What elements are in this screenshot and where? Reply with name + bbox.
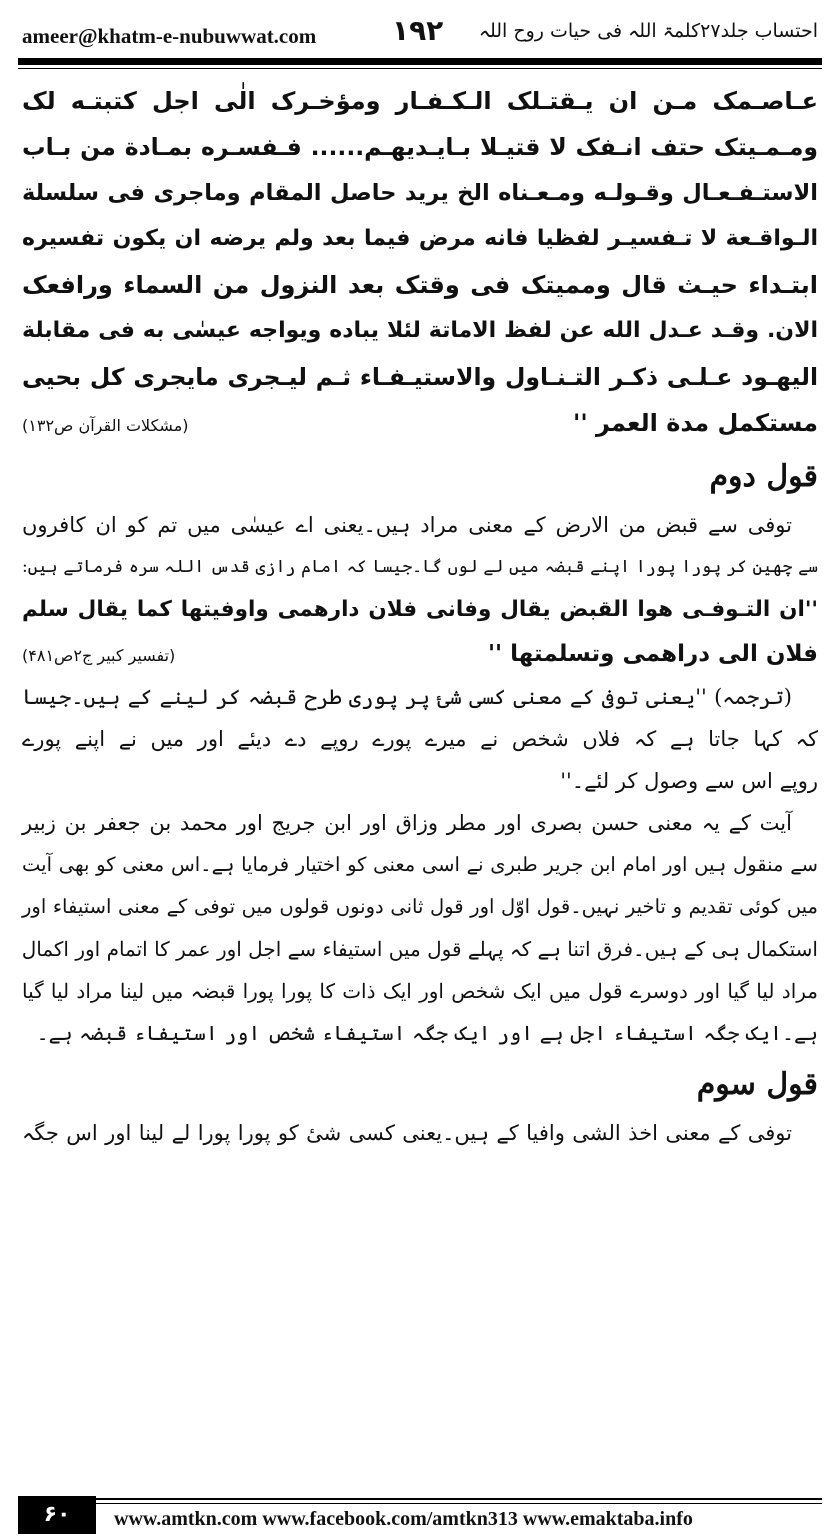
arabic-line: الان. وقـد عـدل الله عن لفظ الاماتة لئلا يباده ويواجه عيسٰى به فى مقابلة	[22, 318, 818, 343]
section2-translation	[22, 676, 818, 802]
arabic-line: الـواقـعة لا تـفسيـر لفظيا فانه مرض فيما بعد ولم يرضه ان يكون تفسيره	[22, 226, 818, 251]
arabic-line: ومـمـيتک حتف انـفک لا قتيـلا بـايـديهـم...... فـفسـره بمـادة من بـاب	[22, 133, 818, 161]
text-line: سے منقول ہیں اور امام ابن جریر طبری نے اسی معنی کو اختیار فرمایا ہے۔اس معنی کو بھی آیت	[22, 853, 818, 876]
text-line: مراد لیا گیا اور دوسرے قول میں ایک شخص اور ایک ذات کا پورا پورا قبضہ میں لینا مراد لیا گیا	[22, 979, 818, 1003]
section2-heading: قول دوم	[709, 459, 818, 494]
arabic-line: اليهـود عـلـى ذكـر التـنـاول والاستيـفـاء ثـم ليـجرى مايجرى كل بحيى	[22, 363, 818, 391]
arabic-reference: (مشکلات القرآن ص۱۳۲)	[22, 416, 189, 435]
quote-reference: (تفسیر کبیر ج۲ص۴۸۱)	[22, 646, 176, 665]
text-line: کہ کہا جاتا ہے کہ فلاں شخص نے میرے پورے روپے دے دیئے اور میں نے اپنے پورے	[22, 727, 818, 751]
text-line: توفی کے معنی اخذ الشی وافیا کے ہیں۔یعنی کسی شیٔ کو پورا پورا لے لینا اور اس جگہ	[22, 1121, 792, 1145]
text-line: ہے۔ایک جگہ استیفاء اجل ہے اور ایک جگہ استیفاء شخص اور استیفاء قبضہ ہے۔	[36, 1021, 818, 1045]
text-line: آیت کے یہ معنی حسن بصری اور مطر وزاق اور ابن جریج اور محمد بن جعفر بن زبیر	[22, 811, 792, 835]
section2-quote	[22, 588, 818, 676]
arabic-line: الاستـفـعـال وقـولـه ومـعـناه الخ يريد حاصل المقام وماجرى فى سلسلة	[22, 180, 818, 206]
footer-rule	[96, 1498, 822, 1500]
quote-line: ''ان التـوفـی هوا القبض يقال وفانی فلان دارهمی واوفيتها كما يقال سلم	[22, 597, 818, 622]
header-book-title: احتساب جلد۲۷کلمۃ اللہ فی حیات روح اللہ	[478, 20, 818, 42]
text-line: میں کوئی تقدیم و تاخیر نہیں۔قول اوّل اور قول ثانی دونوں قولوں میں توفی کے معنی استیفاء اور	[22, 895, 818, 918]
text-line: سے چھین کر پورا پورا اپنے قبضہ میں لے لوں گا۔جیسا کہ امام رازی قدس اللہ سرہ فرماتے ہیں:	[22, 557, 818, 577]
section2-paragraph1	[22, 504, 818, 588]
arabic-last-row	[22, 400, 818, 446]
arabic-line: ابتـداء حيـث قال ومميتک فی وقتک بعد النزول من السماء ورافعک	[22, 271, 818, 299]
header-email: ameer@khatm-e-nubuwwat.com	[22, 24, 317, 48]
footer-page-number: ۶۰	[18, 1496, 96, 1534]
header-page-number: ۱۹۲	[392, 14, 444, 47]
footer-rule	[96, 1503, 822, 1504]
arabic-last-line: مستكمل مدة العمر ''	[572, 409, 818, 437]
text-line: (ترجمہ) ''یعنی توفی کے معنی کسی شیٔ پر پوری طرح قبضہ کر لینے کے ہیں۔جیسا	[22, 685, 792, 709]
header-rule-thick	[18, 58, 822, 65]
text-line: استکمال ہی کے ہیں۔فرق اتنا ہے کہ پہلے قول میں استیفاء سے اجل اور عمر کا اتمام اور اکمال	[21, 937, 818, 961]
arabic-passage	[22, 78, 818, 446]
section3-heading: قول سوم	[696, 1067, 818, 1102]
footer-links: www.amtkn.com www.facebook.com/amtkn313 www.emaktaba.info	[114, 1508, 693, 1530]
text-line: توفی سے قبض من الارض کے معنی مراد ہیں۔یعنی اے عیسٰی میں تم کو ان کافروں	[22, 513, 792, 537]
section2-paragraph2	[22, 802, 818, 1054]
page-content	[22, 78, 818, 1154]
page-footer	[18, 1496, 822, 1534]
arabic-line: عـاصـمک مـن ان یـقتـلک الـکـفـار ومؤخـرک الٰی اجل کتبتـه لک	[22, 87, 818, 115]
quote-line: فلان الی دراهمی وتسلمتها ''	[488, 641, 818, 667]
header-rule-thin	[18, 68, 822, 69]
page-header	[22, 10, 818, 54]
text-line: روپے اس سے وصول کر لئے۔''	[560, 769, 818, 793]
quote-last-row	[22, 632, 818, 676]
